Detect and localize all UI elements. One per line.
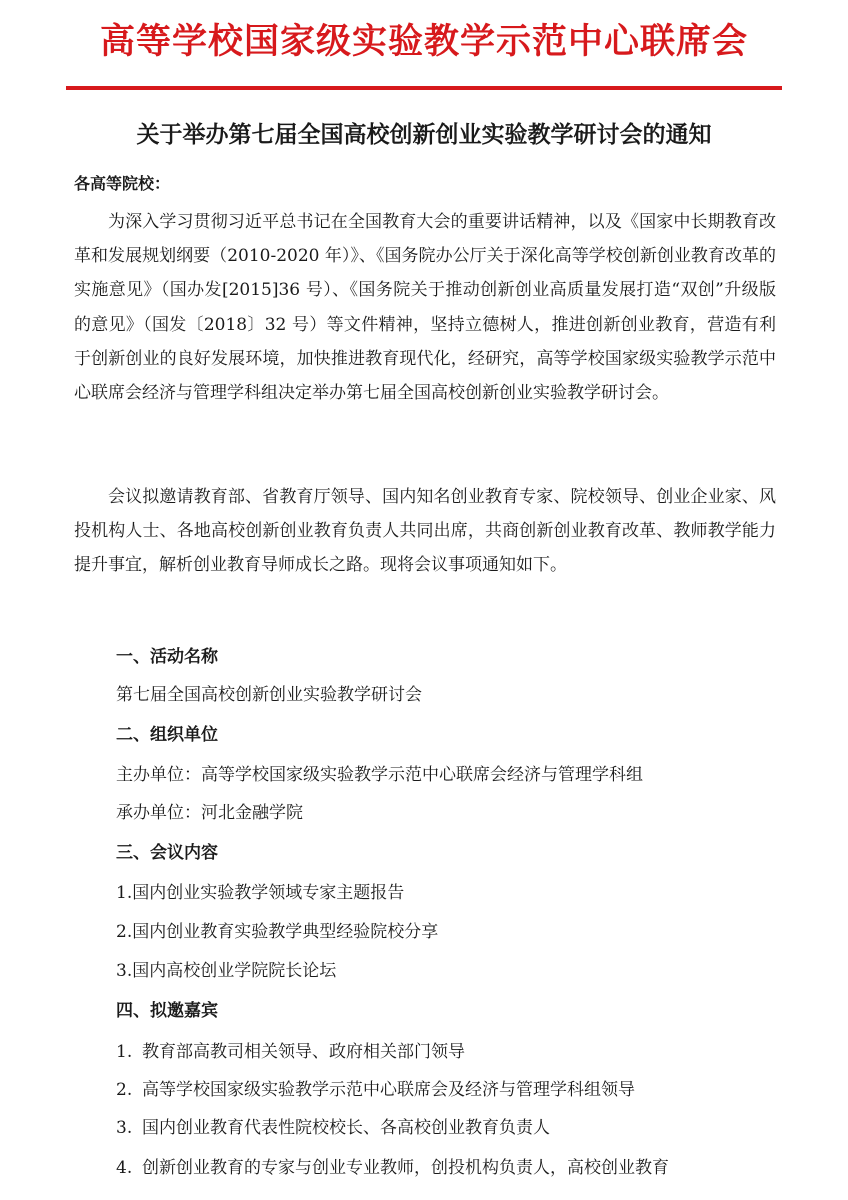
list-number: 3.	[116, 1118, 133, 1138]
notice-title: 关于举办第七届全国高校创新创业实验教学研讨会的通知	[136, 122, 712, 148]
list-text: 创新创业教育的专家与创业专业教师，创投机构负责人，高校创业教育	[142, 1158, 669, 1178]
section-heading-guests: 四、拟邀嘉宾	[116, 1001, 218, 1021]
section-heading-content: 三、会议内容	[116, 843, 218, 863]
list-item: 3.国内高校创业学院院长论坛	[116, 961, 337, 981]
section-heading-event-name: 一、活动名称	[116, 647, 218, 667]
event-name: 第七届全国高校创新创业实验教学研讨会	[116, 685, 422, 705]
host-unit: 主办单位：高等学校国家级实验教学示范中心联席会经济与管理学科组	[116, 765, 643, 785]
salutation: 各高等院校：	[74, 174, 171, 193]
intro-paragraph: 为深入学习贯彻习近平总书记在全国教育大会的重要讲话精神，以及《国家中长期教育改革和发展规划纲要（2010-2020 年）》、《国务院办公厅关于深化高等学校创新创业教育改革的实施意见》（国办发[2015]36 号）、《国务院关于推动创新创业高质量发展打造“双创”升级版的意见》（国发〔2018〕32 号）等文件精神，坚持立德树人，推进创新创业教育，营造有利于创新创业的良好发展环境，加快推进教育现代化，经研究，高等学校国家级实验教学示范中心联席会经济与管理学科组决定举办第七届全国高校创新创业实验教学研讨会。	[74, 212, 776, 404]
list-item	[116, 1075, 635, 1105]
list-item	[116, 1153, 669, 1183]
organizer-unit: 承办单位：河北金融学院	[116, 803, 303, 823]
section-heading-organizers: 二、组织单位	[116, 725, 218, 745]
list-item: 2.国内创业教育实验教学典型经验院校分享	[116, 922, 439, 942]
list-text: 国内创业教育代表性院校校长、各高校创业教育负责人	[142, 1118, 550, 1138]
list-text: 高等学校国家级实验教学示范中心联席会及经济与管理学科组领导	[142, 1080, 635, 1100]
list-item	[116, 1037, 465, 1067]
letterhead-divider	[66, 86, 782, 90]
meeting-paragraph: 会议拟邀请教育部、省教育厅领导、国内知名创业教育专家、院校领导、创业企业家、风投机构人士、各地高校创新创业教育负责人共同出席，共商创新创业教育改革、教师教学能力提升事宜，解析创业教育导师成长之路。现将会议事项通知如下。	[74, 487, 776, 576]
list-text: 教育部高教司相关领导、政府相关部门领导	[142, 1042, 465, 1062]
list-item: 1.国内创业实验教学领域专家主题报告	[116, 883, 405, 903]
list-number: 2.	[116, 1080, 133, 1100]
list-number: 1.	[116, 1042, 133, 1062]
letterhead-title: 高等学校国家级实验教学示范中心联席会	[99, 22, 748, 62]
list-item	[116, 1113, 550, 1143]
list-number: 4.	[116, 1158, 133, 1178]
